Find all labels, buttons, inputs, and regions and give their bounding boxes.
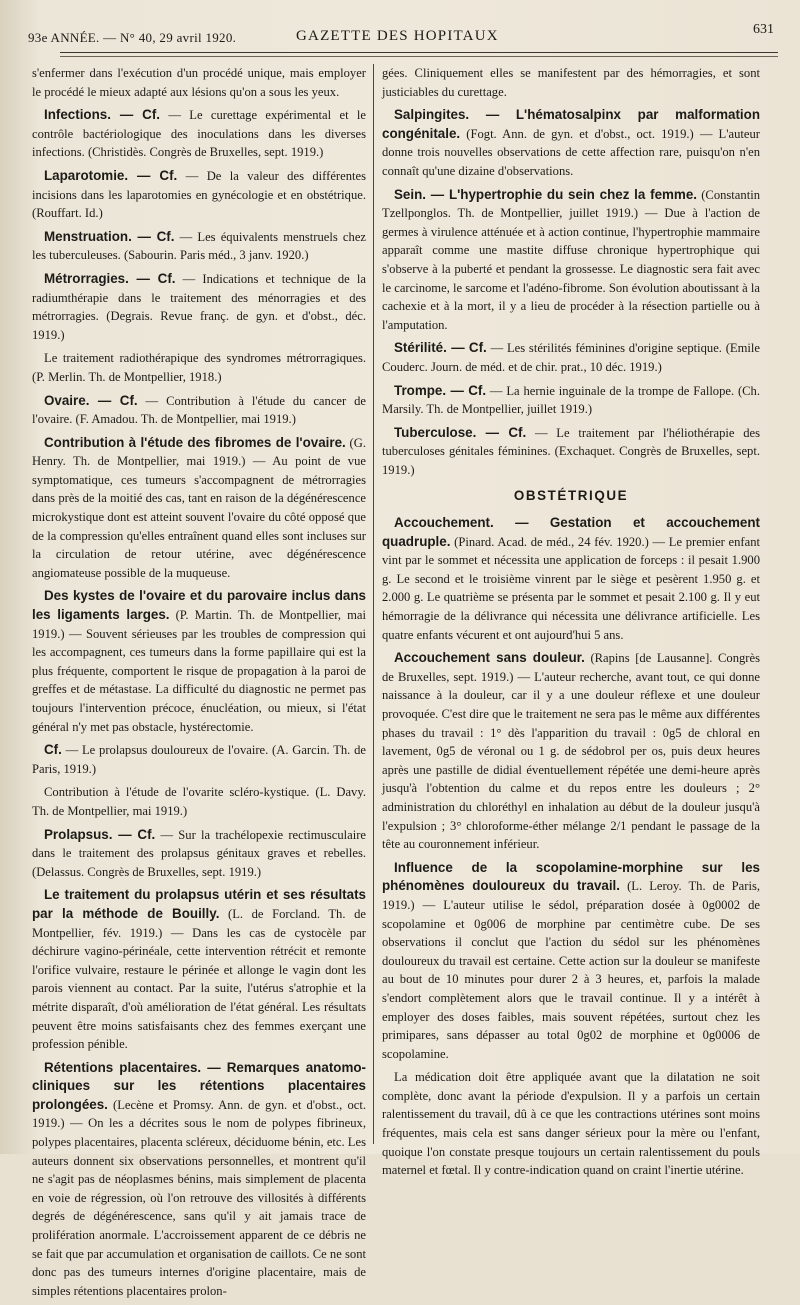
entry-title: Métrorragies. — Cf. [44, 270, 176, 286]
entry-body: La médication doit être appliquée avant que la dilatation ne soit complète, donc avant la période d'expulsion. Il y a parfois un certain ralentissement du travail, dû à ce que les contractions utérines sont moins fréquentes, mais cela est sans danger sérieux pour la mère ou l'enfant, quoique l'on constate presque toujours un certain ralentissement du pouls maternel et fœtal. Il y contre-indication quand on craint l'inertie utérine. [382, 1070, 760, 1178]
entry-title: Contribution à l'étude des fibromes de l'ovaire. [44, 434, 346, 450]
entry-paragraph [32, 349, 366, 386]
entry-body: (Fogt. Ann. de gyn. et d'obst., oct. 1919.) — L'auteur donne trois nouvelles observations de cette affection rare, puisqu'on n'en connaît qu'une dizaine d'observations. [382, 126, 760, 178]
entry-title: Infections. — Cf. [44, 107, 161, 123]
entry-body: (Rapins [de Lausanne]. Congrès de Bruxelles, sept. 1919.) — L'auteur recherche, avant tout, ce qui donne naissance à la douleur, car il y a une douleur réflexe et une douleur provoquée. C'est dire que le traitement ne sera pas le même aux différentes phases du travail : 1° dès l'apparition du travail : 0g5 de chloral en lavement, 0g5 de véronal ou 1 g. de sédobrol per os, puis deux heures après une pastille de didial éventuellement répétée une demi-heure après jusqu'à l'obtention du calme et du repos entre les douleurs ; 2° administration du chloréthyl en inhalation au début de la douleur jusqu'à l'expulsion ; 3° chloroforme-éther mélange 2/1 pendant le passage de la tête au couronnement inférieur. [382, 651, 760, 852]
entry-body: Le traitement radiothérapique des syndromes métrorragiques. (P. Merlin. Th. de Montpellier, 1918.) [32, 351, 366, 384]
entry-title: Sein. — L'hypertrophie du sein chez la femme. [394, 186, 698, 202]
entry-title: Menstruation. — Cf. [44, 228, 175, 244]
entry-title: Stérilité. — Cf. [394, 340, 487, 356]
entry-paragraph [382, 186, 760, 335]
page-number: 631 [753, 22, 774, 37]
entry-title: Accouchement. — Gestation et accouchement quadruple. [382, 515, 760, 549]
entry-paragraph [32, 270, 366, 344]
entry-body: — La hernie inguinale de la trompe de Fallope. (Ch. Marsily. Th. de Montpellier, juillet 1919.) [382, 383, 761, 417]
entry-body: s'enfermer dans l'exécution d'un procédé unique, mais employer le procédé le mieux adapté aux lésions qu'on a sous les yeux. [32, 66, 366, 99]
entry-paragraph [32, 1059, 366, 1301]
entry-paragraph [32, 587, 366, 736]
entry-title: Laparotomie. — Cf. [44, 167, 178, 183]
entry-title: Cf. [44, 742, 62, 758]
entry-paragraph [32, 64, 366, 101]
journal-title: GAZETTE DES HOPITAUX [296, 28, 499, 44]
entry-paragraph [382, 382, 760, 419]
entry-body: — De la valeur des différentes incisions dans les laparotomies en gynécologie et en obstétrique. (Rouffart. Id.) [32, 168, 366, 221]
entry-body: — Le traitement par l'héliothérapie des tuberculoses génitales féminines. (Exchaquet. Congrès de Bruxelles, sept. 1919.) [382, 425, 760, 477]
entry-paragraph [32, 434, 366, 583]
entry-paragraph [32, 826, 366, 882]
issue-line: 93e ANNÉE. — N° 40, 29 avril 1920. [28, 30, 237, 45]
entry-body: gées. Cliniquement elles se manifestent par des hémorragies, et sont justiciables du curettage. [382, 66, 760, 99]
entry-paragraph [382, 1068, 760, 1180]
entry-paragraph [382, 514, 760, 644]
entry-paragraph [382, 649, 760, 854]
entry-title: Ovaire. — Cf. [44, 392, 138, 408]
entry-body: — Sur la trachélopexie rectimusculaire dans le traitement des prolapsus génitaux graves et rebelles. (Delassus. Congrès de Bruxelles, sept. 1919.) [32, 827, 366, 879]
entry-title: Des kystes de l'ovaire et du parovaire inclus dans les ligaments larges. [32, 588, 366, 623]
header-rule [60, 52, 778, 53]
column-divider [373, 64, 374, 1144]
entry-title: Influence de la scopolamine-morphine sur les phénomènes douloureux du travail. [382, 859, 760, 894]
entry-body: (Constantin Tzellponglos. Th. de Montpellier, juillet 1919.) — Due à l'action de germes à virulence atténuée et à action continue, l'hypertrophie mammaire apparaît comme une mastite diffuse chronique hypertrophique qui s'observe à la puberté et pendant la grossesse. Le diagnostic sera fait avec le carcinome, le sarcome et l'adéno-fibrome. Son évolution aboutissant à la cachexie et à la mort, il y a lieu de procéder à la résection partielle ou à l'amputation. [382, 187, 760, 332]
entry-body: — Le curettage expérimental et le contrôle bactériologique des inoculations dans les diverses infections. (Christidès. Congrès de Bruxelles, sept. 1919.) [32, 108, 366, 160]
entry-paragraph [382, 64, 760, 101]
entry-paragraph [32, 106, 366, 162]
entry-body: (Lecène et Promsy. Ann. de gyn. et d'obst., oct. 1919.) — On les a décrites sous le nom de polypes fibrineux, polypes placentaires, placenta scléreux, déciduome bénin, etc. Les auteurs donnent six observations personnelles, et montrent qu'il ne s'agit pas de néoplasmes bénins, mais simplement de placenta en voie de régression, où l'on retrouve des villosités à différents degrés de dégénérescence, sans qu'il y ait jamais trace de prolifération anormale. L'accroissement apparent de ce débris ne se fait que par accumulation et organisation de caillots. Ce ne sont donc pas des tumeurs internes d'origine placentaire, mais de simples rétentions placentaires prolon- [32, 1097, 366, 1298]
entry-body: — Indications et technique de la radiumthérapie dans le traitement des ménorragies et des métrorragies. (Degrais. Revue franç. de gyn. et d'obst., déc. 1919.) [32, 271, 366, 342]
entry-body: (L. Leroy. Th. de Paris, 1919.) — L'auteur utilise le sédol, préparation dosée à 0g0002 de scopolamine et 0g006 de morphine par centimètre cube. De ses observations il conclut que l'action du sédol sur les phénomènes douloureux du travail est certaine. Cette action sur la douleur se manifeste au bout de 10 minutes pour durer 2 à 3 heures, et, parfois la malade s'endort complètement alors que le travail continue. Il y a intérêt à employer des doses faibles, mais souvent répétées, surtout chez les primipares, sans dépasser au total 0g02 de morphine et 0g0006 de scopolamine. [382, 879, 760, 1061]
entry-body: (Pinard. Acad. de méd., 24 fév. 1920.) — Le premier enfant vint par le sommet et nécessita une application de forceps : il pesait 1.900 g. Le second et le troisième vinrent par le siège et pesèrent 1.950 g. et 2.000 g. Le quatrième se présenta par le sommet et pesait 2.100 g. Il y eut hémorragie de la délivrance qui nécessita une délivrance artificielle. Les quatre enfants vécurent et ont aujourd'hui 5 ans. [382, 534, 760, 642]
entry-body: (L. de Forcland. Th. de Montpellier, fév. 1919.) — Dans les cas de cystocèle par déchirure vagino-périnéale, cette intervention rétrécit et remonte l'orifice vulvaire, restaure le périnée et allonge le vagin dont les parois viennent au contact. Par la suite, l'utérus s'atrophie et la métrite disparaît, d'où amélioration de l'état général. Les résultats peuvent être moins satisfaisants chez des femmes exerçant une profession pénible. [32, 906, 366, 1052]
entry-body: — Contribution à l'étude du cancer de l'ovaire. (F. Amadou. Th. de Montpellier, mai 1919.) [32, 393, 366, 427]
entry-paragraph [32, 392, 366, 429]
entry-paragraph [32, 783, 366, 820]
entry-paragraph [32, 741, 366, 778]
entry-paragraph [382, 339, 760, 376]
entry-body: — Les équivalents menstruels chez les tuberculeuses. (Sabourin. Paris méd., 3 janv. 1920.) [32, 229, 366, 263]
entry-title: Prolapsus. — Cf. [44, 826, 156, 842]
entry-title: Salpingites. — L'hématosalpinx par malformation congénitale. [382, 107, 760, 141]
entry-paragraph [382, 106, 760, 180]
entry-paragraph [382, 859, 760, 1064]
entry-title: Tuberculose. — Cf. [394, 424, 527, 440]
section-heading: OBSTÉTRIQUE [513, 488, 629, 504]
entry-body: Contribution à l'étude de l'ovarite scléro-kystique. (L. Davy. Th. de Montpellier, mai 1919.) [32, 785, 366, 818]
entry-title: Accouchement sans douleur. [394, 650, 585, 666]
entry-title: Rétentions placentaires. — Remarques anatomo-cliniques sur les rétentions placentaires prolongées. [32, 1059, 366, 1112]
entry-paragraph [32, 167, 366, 223]
entry-body: — Les stérilités féminines d'origine septique. (Emile Couderc. Journ. de méd. et de chir. prat., 10 déc. 1919.) [382, 341, 760, 374]
entry-title: Trompe. — Cf. [394, 382, 487, 398]
entry-body: (G. Henry. Th. de Montpellier, mai 1919.) — Au point de vue symptomatique, ces tumeurs s'accompagnent de métrorragies dans près de la moitié des cas, tant en raison de la dégénérescence microkystique dont est atteint souvent l'ovaire du côté opposé que de la compression qu'elles entraînent quand elles sont incluses sur la circulation de retour utérine, avec dégénérescence angiomateuse possible de la muqueuse. [32, 435, 366, 580]
entry-paragraph [382, 424, 760, 480]
entry-paragraph [32, 228, 366, 265]
right-column [382, 64, 760, 1185]
entry-paragraph [32, 886, 366, 1053]
page-header [28, 16, 782, 50]
entry-body: (P. Martin. Th. de Montpellier, mai 1919.) — Souvent sérieuses par les troubles de compression qui les accompagnent, ces tumeurs dans la forme papillaire qui est la plus fréquente, comportent le risque de propagation à la paroi de greffes et de métastase. La difficulté du diagnostic ne permet pas toujours l'intervention précoce, énucléation, ou mieux, si l'état général n'y met pas obstacle, hystérectomie. [32, 608, 366, 734]
left-column [32, 64, 366, 1305]
entry-title: Le traitement du prolapsus utérin et ses résultats par la méthode de Bouilly. [32, 887, 366, 921]
header-rule-thin [60, 56, 778, 57]
entry-body: — Le prolapsus douloureux de l'ovaire. (A. Garcin. Th. de Paris, 1919.) [32, 743, 366, 776]
